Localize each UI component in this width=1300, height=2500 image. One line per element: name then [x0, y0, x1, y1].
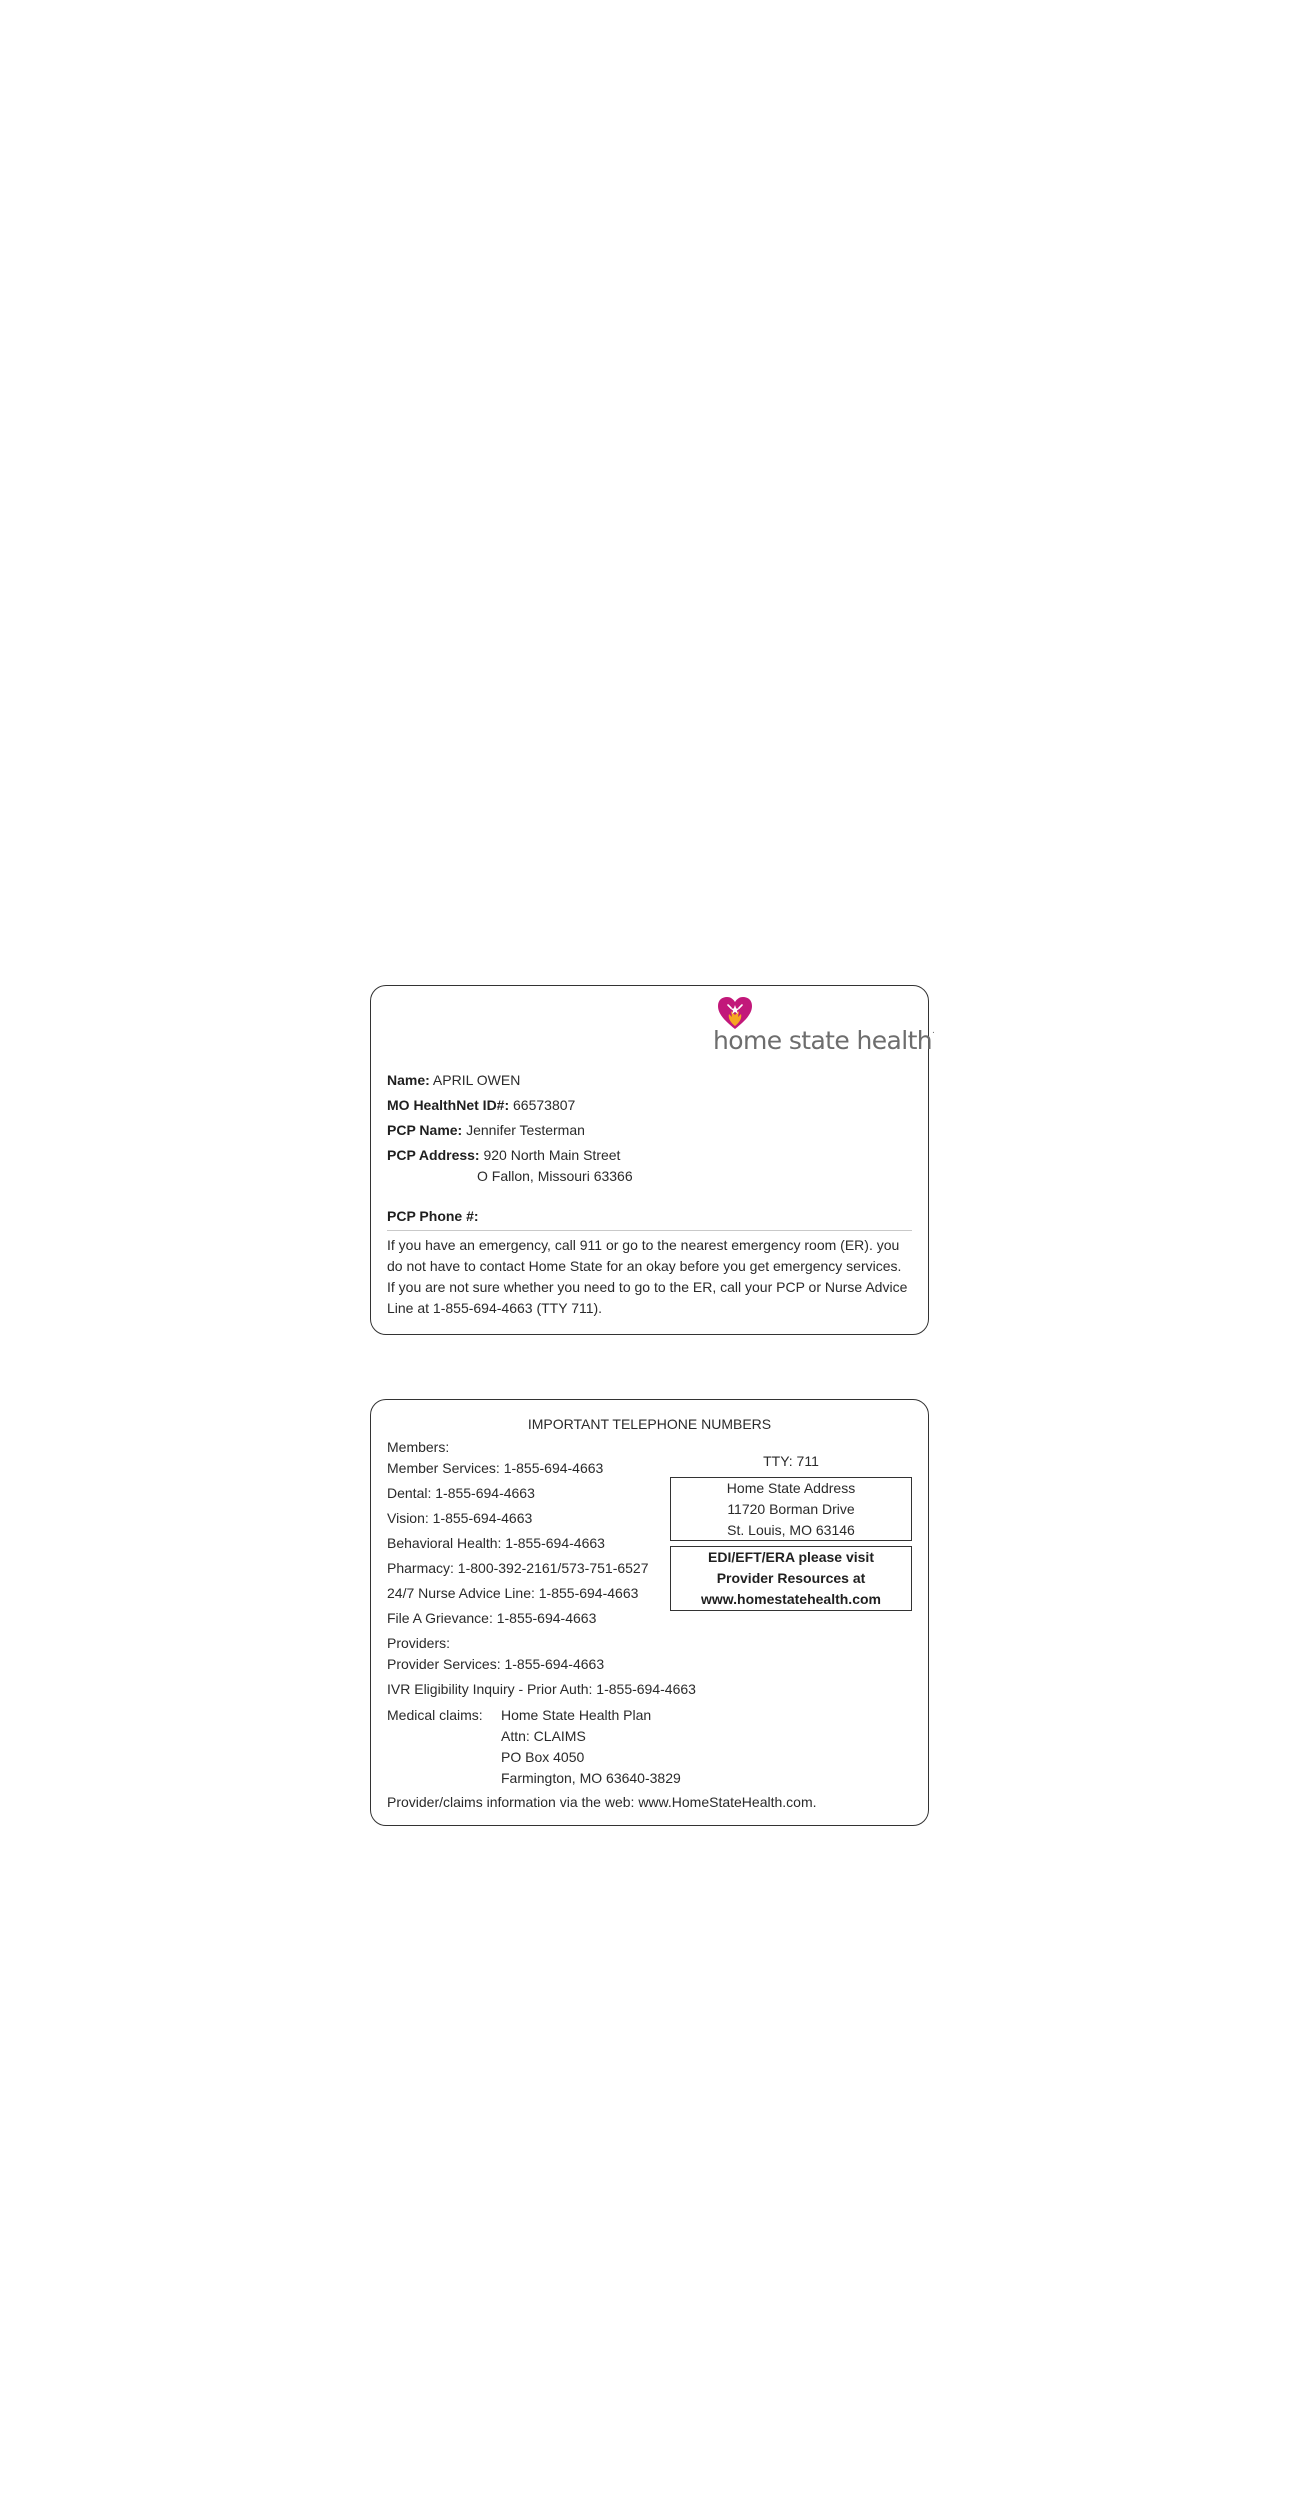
web-info: Provider/claims information via the web: www.HomeStateHealth.com.: [387, 1794, 817, 1810]
claims-address: [501, 1705, 681, 1789]
vision-line: Vision: 1-855-694-4663: [387, 1510, 533, 1526]
address-line-1: 920 North Main Street: [483, 1147, 621, 1163]
id-card-back: [370, 1399, 929, 1826]
edi-line: www.homestatehealth.com: [701, 1591, 881, 1607]
claims-address-line: Farmington, MO 63640-3829: [501, 1770, 681, 1786]
hs-address-line: St. Louis, MO 63146: [727, 1522, 855, 1538]
ivr-line: IVR Eligibility Inquiry - Prior Auth: 1-855-694-4663: [387, 1681, 696, 1697]
claims-label: Medical claims:: [387, 1707, 483, 1723]
claims-address-line: PO Box 4050: [501, 1749, 585, 1765]
pcp-address: [387, 1145, 620, 1165]
id-value: 66573807: [513, 1097, 576, 1113]
claims-address-line: Home State Health Plan: [501, 1707, 652, 1723]
id-card-front: [370, 985, 935, 1335]
providers-heading: Providers:: [387, 1635, 451, 1651]
grievance-line: File A Grievance: 1-855-694-4663: [387, 1610, 597, 1626]
member-name: [387, 1070, 520, 1090]
nurse-advice-line: 24/7 Nurse Advice Line: 1-855-694-4663: [387, 1585, 639, 1601]
edi-line: EDI/EFT/ERA please visit: [708, 1549, 874, 1565]
behavioral-health-line: Behavioral Health: 1-855-694-4663: [387, 1535, 605, 1551]
healthnet-id: [387, 1095, 575, 1115]
members-heading: Members:: [387, 1439, 450, 1455]
pcp-phone: [387, 1206, 479, 1226]
heart-logo-icon: [717, 996, 753, 1030]
address-line-2: O Fallon, Missouri 63366: [477, 1168, 633, 1184]
emergency-notice: If you have an emergency, call 911 or go to the nearest emergency room (ER). you do not have to contact Home State for an okay before you get emergency services. If you are not sure whether you need to go to the ER, call your PCP or Nurse Advice Line at 1-855-694-4663 (TTY 711).: [387, 1237, 908, 1316]
dental-line: Dental: 1-855-694-4663: [387, 1485, 535, 1501]
pcp-value: Jennifer Testerman: [466, 1122, 585, 1138]
id-label: MO HealthNet ID#:: [387, 1097, 510, 1113]
home-state-health-logo: [713, 996, 935, 1055]
pcp-label: PCP Name:: [387, 1122, 463, 1138]
provider-services: Provider Services: 1-855-694-4663: [387, 1656, 605, 1672]
logo-wordmark: home state health.: [713, 1026, 935, 1055]
edi-info-box: [670, 1546, 912, 1611]
tty-number: TTY: 711: [763, 1453, 819, 1469]
pharmacy-line: Pharmacy: 1-800-392-2161/573-751-6527: [387, 1560, 649, 1576]
phone-label: PCP Phone #:: [387, 1208, 479, 1224]
member-services: Member Services: 1-855-694-4663: [387, 1460, 604, 1476]
address-label: PCP Address:: [387, 1147, 480, 1163]
back-title: IMPORTANT TELEPHONE NUMBERS: [527, 1416, 772, 1432]
pcp-name: [387, 1120, 585, 1140]
divider: [387, 1230, 912, 1231]
hs-address-line: Home State Address: [726, 1480, 856, 1496]
claims-address-line: Attn: CLAIMS: [501, 1728, 586, 1744]
name-value: APRIL OWEN: [432, 1072, 521, 1088]
name-label: Name:: [387, 1072, 430, 1088]
home-state-address-box: [670, 1477, 912, 1541]
edi-line: Provider Resources at: [716, 1570, 866, 1586]
hs-address-line: 11720 Borman Drive: [727, 1501, 855, 1517]
